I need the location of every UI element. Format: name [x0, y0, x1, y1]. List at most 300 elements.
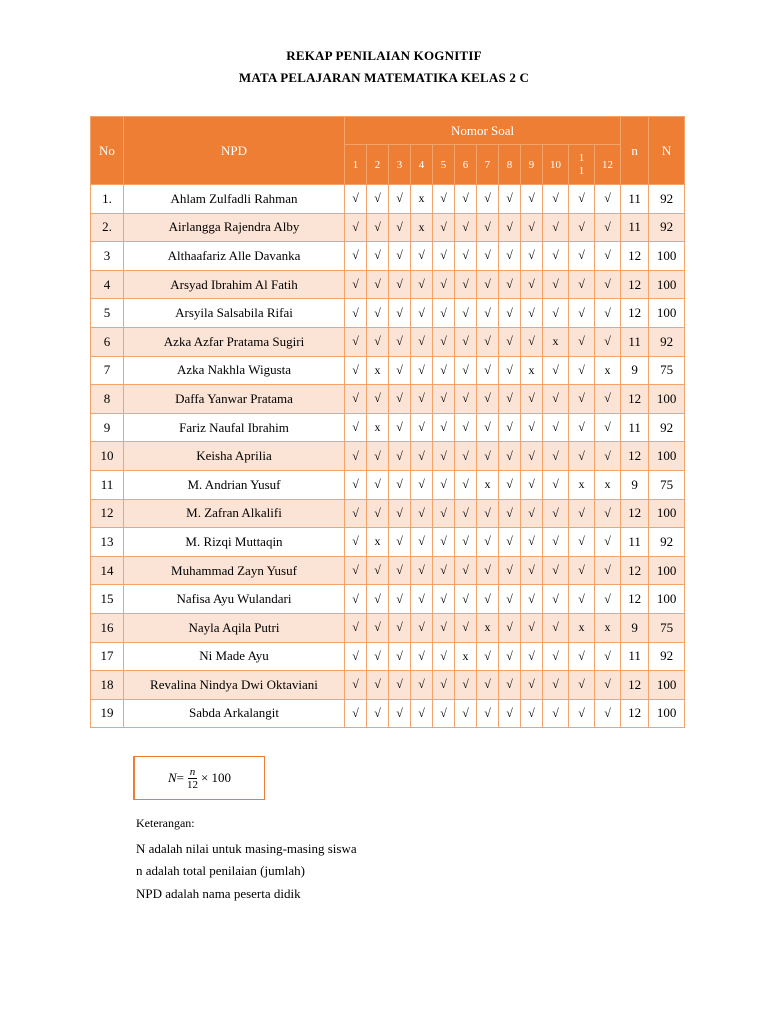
question-mark: √: [367, 556, 389, 585]
table-row: [91, 299, 685, 328]
student-name: Daffa Yanwar Pratama: [124, 385, 345, 414]
question-mark: √: [411, 270, 433, 299]
question-mark: √: [389, 242, 411, 271]
question-mark: √: [389, 385, 411, 414]
student-name: M. Rizqi Muttaqin: [124, 528, 345, 557]
question-mark: √: [543, 385, 569, 414]
row-number: 8: [91, 385, 124, 414]
question-mark: x: [569, 613, 595, 642]
header-question-number: 8: [499, 145, 521, 185]
question-mark: √: [569, 556, 595, 585]
question-mark: √: [411, 242, 433, 271]
question-mark: √: [433, 413, 455, 442]
table-row: [91, 613, 685, 642]
question-mark: √: [345, 556, 367, 585]
table-header: [91, 117, 685, 185]
question-mark: √: [569, 213, 595, 242]
total-n: 12: [621, 671, 649, 700]
question-mark: √: [499, 556, 521, 585]
question-mark: √: [367, 642, 389, 671]
question-mark: √: [411, 356, 433, 385]
total-n: 11: [621, 185, 649, 214]
question-mark: √: [455, 470, 477, 499]
student-name: Azka Nakhla Wigusta: [124, 356, 345, 385]
question-mark: √: [433, 470, 455, 499]
header-question-number: 7: [477, 145, 499, 185]
question-mark: √: [543, 613, 569, 642]
question-mark: √: [433, 327, 455, 356]
row-number: 14: [91, 556, 124, 585]
question-mark: √: [499, 270, 521, 299]
question-mark: √: [455, 327, 477, 356]
student-name: Keisha Aprilia: [124, 442, 345, 471]
header-npd: NPD: [124, 117, 345, 185]
question-mark: √: [569, 442, 595, 471]
total-n: 12: [621, 585, 649, 614]
question-mark: √: [433, 185, 455, 214]
question-mark: √: [595, 385, 621, 414]
question-mark: √: [389, 185, 411, 214]
question-mark: √: [569, 356, 595, 385]
question-mark: √: [569, 699, 595, 728]
question-mark: √: [389, 299, 411, 328]
question-mark: √: [455, 613, 477, 642]
question-mark: √: [499, 356, 521, 385]
question-mark: √: [521, 528, 543, 557]
keterangan-line: N adalah nilai untuk masing-masing siswa: [136, 841, 357, 856]
question-mark: √: [499, 585, 521, 614]
total-n: 12: [621, 299, 649, 328]
question-mark: √: [595, 413, 621, 442]
student-name: Nafisa Ayu Wulandari: [124, 585, 345, 614]
row-number: 19: [91, 699, 124, 728]
formula-fraction: [187, 766, 198, 791]
question-mark: √: [543, 499, 569, 528]
student-name: M. Andrian Yusuf: [124, 470, 345, 499]
question-mark: x: [569, 470, 595, 499]
total-n: 12: [621, 556, 649, 585]
question-mark: √: [595, 242, 621, 271]
question-mark: √: [411, 642, 433, 671]
row-number: 7: [91, 356, 124, 385]
question-mark: x: [411, 185, 433, 214]
total-n: 12: [621, 499, 649, 528]
question-mark: √: [367, 185, 389, 214]
student-name: Althaafariz Alle Davanka: [124, 242, 345, 271]
question-mark: √: [367, 442, 389, 471]
table-row: [91, 413, 685, 442]
question-mark: x: [595, 356, 621, 385]
question-mark: √: [411, 556, 433, 585]
question-mark: √: [595, 185, 621, 214]
question-mark: √: [521, 413, 543, 442]
question-mark: √: [543, 528, 569, 557]
question-mark: √: [389, 556, 411, 585]
question-mark: x: [595, 613, 621, 642]
question-mark: √: [345, 385, 367, 414]
row-number: 1.: [91, 185, 124, 214]
student-name: M. Zafran Alkalifi: [124, 499, 345, 528]
header-question-number: 5: [433, 145, 455, 185]
keterangan-line: NPD adalah nama peserta didik: [136, 886, 301, 901]
question-mark: √: [543, 356, 569, 385]
question-mark: √: [455, 442, 477, 471]
question-mark: √: [569, 327, 595, 356]
question-mark: √: [499, 642, 521, 671]
question-mark: √: [499, 299, 521, 328]
question-mark: √: [569, 671, 595, 700]
question-mark: √: [477, 242, 499, 271]
question-mark: √: [499, 699, 521, 728]
question-mark: √: [389, 613, 411, 642]
question-mark: √: [595, 270, 621, 299]
score-N: 100: [649, 242, 685, 271]
question-mark: √: [543, 699, 569, 728]
row-number: 6: [91, 327, 124, 356]
row-number: 11: [91, 470, 124, 499]
student-name: Revalina Nindya Dwi Oktaviani: [124, 671, 345, 700]
student-name: Arsyad Ibrahim Al Fatih: [124, 270, 345, 299]
score-N: 100: [649, 385, 685, 414]
header-n-small: n: [621, 117, 649, 185]
question-mark: √: [433, 528, 455, 557]
score-N: 92: [649, 185, 685, 214]
question-mark: √: [543, 299, 569, 328]
header-question-number: 1 1: [569, 145, 595, 185]
question-mark: √: [433, 699, 455, 728]
question-mark: x: [477, 470, 499, 499]
score-N: 100: [649, 270, 685, 299]
question-mark: √: [345, 585, 367, 614]
table-row: [91, 671, 685, 700]
question-mark: √: [411, 671, 433, 700]
document-title: REKAP PENILAIAN KOGNITIF: [286, 48, 482, 63]
question-mark: √: [433, 242, 455, 271]
question-mark: √: [477, 671, 499, 700]
question-mark: √: [389, 699, 411, 728]
question-mark: √: [345, 299, 367, 328]
score-N: 92: [649, 413, 685, 442]
question-mark: √: [477, 442, 499, 471]
question-mark: √: [477, 699, 499, 728]
total-n: 12: [621, 385, 649, 414]
question-mark: √: [433, 442, 455, 471]
question-mark: √: [455, 213, 477, 242]
table-row: [91, 356, 685, 385]
student-name: Ahlam Zulfadli Rahman: [124, 185, 345, 214]
score-N: 92: [649, 528, 685, 557]
question-mark: √: [521, 499, 543, 528]
question-mark: √: [411, 585, 433, 614]
total-n: 9: [621, 613, 649, 642]
row-number: 9: [91, 413, 124, 442]
question-mark: √: [455, 356, 477, 385]
header-question-number: 4: [411, 145, 433, 185]
question-mark: √: [411, 499, 433, 528]
question-mark: √: [543, 413, 569, 442]
question-mark: √: [433, 642, 455, 671]
question-mark: √: [521, 299, 543, 328]
question-mark: √: [499, 385, 521, 414]
question-mark: √: [595, 585, 621, 614]
question-mark: √: [411, 299, 433, 328]
question-mark: √: [433, 585, 455, 614]
question-mark: √: [367, 671, 389, 700]
question-mark: √: [521, 642, 543, 671]
question-mark: √: [389, 671, 411, 700]
question-mark: √: [595, 499, 621, 528]
question-mark: √: [411, 699, 433, 728]
question-mark: √: [433, 556, 455, 585]
question-mark: √: [521, 556, 543, 585]
question-mark: √: [543, 470, 569, 499]
table-row: [91, 213, 685, 242]
question-mark: x: [411, 213, 433, 242]
table-row: [91, 470, 685, 499]
question-mark: √: [543, 642, 569, 671]
header-question-number: 10: [543, 145, 569, 185]
question-mark: √: [433, 613, 455, 642]
question-mark: √: [477, 585, 499, 614]
table-row: [91, 699, 685, 728]
question-mark: √: [389, 327, 411, 356]
student-name: Muhammad Zayn Yusuf: [124, 556, 345, 585]
question-mark: √: [411, 385, 433, 414]
question-mark: √: [455, 270, 477, 299]
question-mark: √: [543, 442, 569, 471]
question-mark: √: [367, 327, 389, 356]
question-mark: √: [477, 356, 499, 385]
question-mark: √: [543, 585, 569, 614]
question-mark: √: [345, 613, 367, 642]
question-mark: √: [543, 270, 569, 299]
formula-lhs: N: [167, 770, 177, 785]
table-row: [91, 185, 685, 214]
header-question-number: 6: [455, 145, 477, 185]
question-mark: x: [521, 356, 543, 385]
header-question-number: 2: [367, 145, 389, 185]
total-n: 11: [621, 413, 649, 442]
question-mark: √: [543, 185, 569, 214]
question-mark: √: [433, 213, 455, 242]
table-row: [91, 585, 685, 614]
question-mark: √: [411, 528, 433, 557]
student-name: Sabda Arkalangit: [124, 699, 345, 728]
question-mark: √: [411, 413, 433, 442]
question-mark: x: [367, 528, 389, 557]
question-mark: √: [389, 585, 411, 614]
question-mark: √: [569, 185, 595, 214]
total-n: 11: [621, 528, 649, 557]
question-mark: √: [521, 185, 543, 214]
student-name: Nayla Aqila Putri: [124, 613, 345, 642]
question-mark: √: [521, 671, 543, 700]
question-mark: √: [521, 613, 543, 642]
question-mark: √: [477, 213, 499, 242]
total-n: 9: [621, 470, 649, 499]
question-mark: √: [569, 642, 595, 671]
header-question-number: 3: [389, 145, 411, 185]
question-mark: √: [595, 528, 621, 557]
question-mark: √: [569, 385, 595, 414]
question-mark: √: [543, 213, 569, 242]
question-mark: √: [595, 327, 621, 356]
question-mark: √: [389, 356, 411, 385]
question-mark: √: [455, 585, 477, 614]
table-row: [91, 270, 685, 299]
question-mark: √: [367, 585, 389, 614]
row-number: 18: [91, 671, 124, 700]
question-mark: √: [411, 327, 433, 356]
student-name: Fariz Naufal Ibrahim: [124, 413, 345, 442]
question-mark: √: [499, 613, 521, 642]
question-mark: √: [389, 270, 411, 299]
score-N: 92: [649, 642, 685, 671]
question-mark: √: [521, 585, 543, 614]
question-mark: √: [345, 671, 367, 700]
question-mark: √: [499, 528, 521, 557]
question-mark: √: [477, 499, 499, 528]
question-mark: √: [595, 699, 621, 728]
score-N: 92: [649, 213, 685, 242]
question-mark: √: [569, 413, 595, 442]
table-row: [91, 556, 685, 585]
keterangan-line: n adalah total penilaian (jumlah): [136, 863, 305, 878]
table-row: [91, 642, 685, 671]
score-N: 100: [649, 671, 685, 700]
question-mark: √: [389, 528, 411, 557]
formula-denominator: 12: [186, 778, 198, 791]
question-mark: √: [455, 556, 477, 585]
row-number: 2.: [91, 213, 124, 242]
question-mark: √: [477, 270, 499, 299]
question-mark: √: [455, 699, 477, 728]
score-N: 75: [649, 356, 685, 385]
question-mark: √: [433, 499, 455, 528]
question-mark: √: [477, 556, 499, 585]
question-mark: √: [499, 499, 521, 528]
question-mark: √: [411, 613, 433, 642]
question-mark: √: [367, 213, 389, 242]
question-mark: x: [455, 642, 477, 671]
row-number: 13: [91, 528, 124, 557]
question-mark: √: [455, 528, 477, 557]
header-question-number: 12: [595, 145, 621, 185]
header-no: No: [91, 117, 124, 185]
question-mark: √: [389, 499, 411, 528]
score-N: 100: [649, 699, 685, 728]
formula-times: × 100: [200, 770, 232, 785]
question-mark: √: [389, 442, 411, 471]
question-mark: √: [345, 499, 367, 528]
question-mark: √: [521, 442, 543, 471]
student-name: Ni Made Ayu: [124, 642, 345, 671]
row-number: 17: [91, 642, 124, 671]
question-mark: √: [477, 413, 499, 442]
table-row: [91, 242, 685, 271]
question-mark: √: [499, 327, 521, 356]
question-mark: √: [367, 299, 389, 328]
header-question-number: 9: [521, 145, 543, 185]
total-n: 11: [621, 213, 649, 242]
question-mark: √: [595, 442, 621, 471]
question-mark: √: [521, 213, 543, 242]
question-mark: √: [569, 499, 595, 528]
question-mark: √: [499, 413, 521, 442]
total-n: 11: [621, 642, 649, 671]
question-mark: √: [569, 270, 595, 299]
question-mark: √: [455, 413, 477, 442]
question-mark: √: [433, 299, 455, 328]
question-mark: √: [345, 470, 367, 499]
student-name: Airlangga Rajendra Alby: [124, 213, 345, 242]
question-mark: √: [455, 499, 477, 528]
row-number: 16: [91, 613, 124, 642]
question-mark: √: [499, 213, 521, 242]
table-row: [91, 327, 685, 356]
question-mark: √: [345, 213, 367, 242]
question-mark: √: [433, 356, 455, 385]
question-mark: x: [367, 356, 389, 385]
formula-numerator: n: [189, 765, 196, 778]
question-mark: √: [477, 642, 499, 671]
question-mark: √: [477, 327, 499, 356]
question-mark: √: [595, 671, 621, 700]
question-mark: √: [499, 185, 521, 214]
question-mark: √: [543, 556, 569, 585]
student-name: Azka Azfar Pratama Sugiri: [124, 327, 345, 356]
question-mark: √: [367, 613, 389, 642]
question-mark: √: [569, 242, 595, 271]
total-n: 9: [621, 356, 649, 385]
question-mark: √: [433, 671, 455, 700]
question-mark: √: [367, 385, 389, 414]
question-mark: √: [521, 470, 543, 499]
question-mark: √: [389, 413, 411, 442]
question-mark: √: [455, 299, 477, 328]
assessment-table: [90, 116, 685, 728]
total-n: 12: [621, 699, 649, 728]
question-mark: √: [389, 213, 411, 242]
question-mark: x: [367, 413, 389, 442]
question-mark: √: [345, 242, 367, 271]
question-mark: √: [455, 671, 477, 700]
question-mark: √: [455, 385, 477, 414]
total-n: 11: [621, 327, 649, 356]
question-mark: √: [345, 413, 367, 442]
document-subtitle: MATA PELAJARAN MATEMATIKA KELAS 2 C: [238, 70, 530, 85]
header-nomor-soal: Nomor Soal: [345, 117, 621, 145]
student-name: Arsyila Salsabila Rifai: [124, 299, 345, 328]
question-mark: √: [595, 556, 621, 585]
question-mark: √: [477, 385, 499, 414]
question-mark: x: [477, 613, 499, 642]
score-N: 100: [649, 442, 685, 471]
score-N: 100: [649, 299, 685, 328]
total-n: 12: [621, 442, 649, 471]
question-mark: √: [569, 299, 595, 328]
question-mark: √: [411, 442, 433, 471]
question-mark: √: [477, 185, 499, 214]
question-mark: x: [595, 470, 621, 499]
question-mark: √: [367, 242, 389, 271]
question-mark: √: [569, 585, 595, 614]
question-mark: √: [477, 299, 499, 328]
row-number: 3: [91, 242, 124, 271]
question-mark: √: [367, 499, 389, 528]
formula-box: [133, 756, 265, 800]
question-mark: √: [543, 242, 569, 271]
